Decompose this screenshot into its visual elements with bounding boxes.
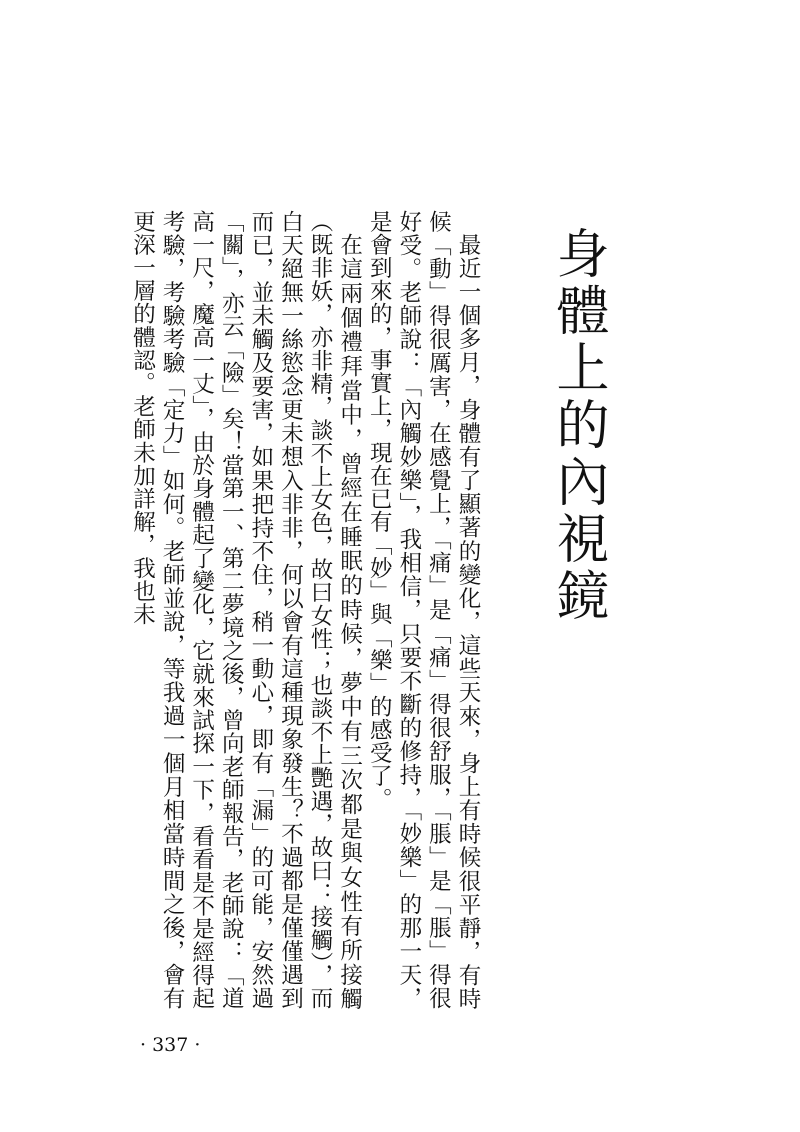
chapter-title: 身體上的內視鏡 xyxy=(548,226,609,625)
paragraph-2: 在這兩個禮拜當中，曾經在睡眠的時候，夢中有三次都是與女性有所接觸（既非妖，亦非精，談不上女色，故曰女性；也談不上艷遇，故曰：接觸），而白天絕無一絲慾念更未想入非非，何以會有這種現象發生？不過都是僅僅遇到而已，並未觸及要害，如果把持不住，稍一動心，即有「漏」的可能，安然過「關」，亦云「險」矣！當第一、第二夢境之後，曾向老師報告，老師說：「道高一尺，魔高一丈」，由於身體起了變化，它就來試探一下，看看是不是經得起考驗，考驗考驗「定力」如何。老師並說，等我過一個月相當時間之後，會有更深一層的體認。老師未加詳解，我也未 xyxy=(129,210,363,1010)
page-number: · 337 · xyxy=(140,1034,201,1056)
paragraph-1: 最近一個多月，身體有了顯著的變化，這些天來，身上有時候很平靜，有時候「動」得很厲害，在感覺上，「痛」是「痛」得很舒服，「脹」是「脹」得很好受。老師說：「內觸妙樂」，我相信，只要不斷的修持，「妙樂」的那一天，是會到來的，事實上，現在已有「妙」與「樂」的感受了。 xyxy=(366,210,481,1010)
body-text xyxy=(127,210,482,1010)
